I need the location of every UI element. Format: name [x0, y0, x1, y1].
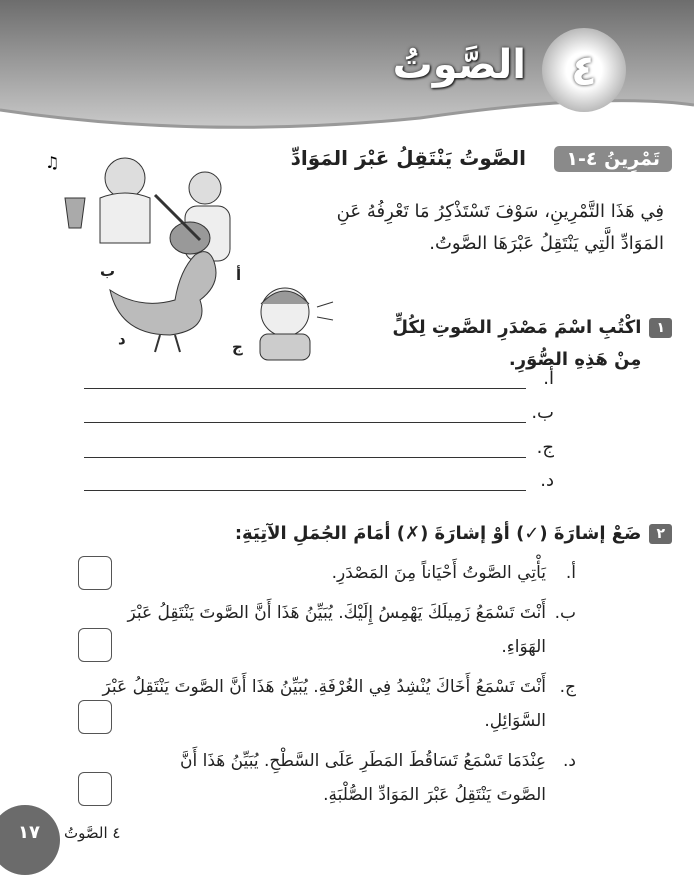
- answer-checkbox-b[interactable]: [78, 628, 112, 662]
- question-number: ١: [649, 318, 672, 338]
- girl-bell-icon: [45, 148, 155, 248]
- answer-checkbox-a[interactable]: [78, 556, 112, 590]
- answer-checkbox-d[interactable]: [78, 772, 112, 806]
- chapter-title: الصَّوتُ: [392, 42, 526, 88]
- answer-row-d[interactable]: [84, 470, 554, 491]
- statement-text: أَنْتَ تَسْمَعُ أَخَاكَ يُنْشِدُ فِي الغُرْفَةِ. يُبَيِّنُ هَذَا أَنَّ الصَّوتَ يَنْتَقِلُ عَبْرَ السَّوَائِلِ.: [102, 677, 546, 731]
- footer-chapter: ٤ الصَّوتُ: [64, 824, 121, 842]
- answer-line[interactable]: [84, 472, 526, 491]
- statement-a: [96, 556, 576, 590]
- exercise-title: الصَّوتُ يَنْتَقِلُ عَبْرَ المَوَادِّ: [290, 146, 526, 170]
- answer-row-b[interactable]: [84, 402, 554, 423]
- statement-text: أَنْتَ تَسْمَعُ زَمِيلَكَ يَهْمِسُ إِلَيْكَ. يُبَيِّنُ هَذَا أَنَّ الصَّوتَ يَنْتَقِلُ عَبْرَ الهَوَاءِ.: [127, 603, 546, 657]
- statement-d: [136, 744, 576, 812]
- page-number: ١٧: [18, 822, 40, 843]
- question-number: ٢: [649, 524, 672, 544]
- statement-label: أ.: [565, 563, 576, 583]
- answer-row-a[interactable]: [84, 368, 554, 389]
- exercise-badge: تَمْرِينُ ٤-١: [554, 146, 672, 172]
- answer-checkbox-c[interactable]: [78, 700, 112, 734]
- statement-b: [106, 596, 576, 664]
- statement-label: د.: [563, 751, 576, 771]
- shouting-child-icon: [235, 282, 345, 362]
- picture-label: أ: [236, 266, 242, 284]
- answer-line[interactable]: [84, 439, 526, 458]
- svg-text:♫: ♫: [45, 153, 60, 172]
- question-text: اكْتُبِ اسْمَ مَصْدَرِ الصَّوتِ لِكُلٍّ مِنْ هَذِهِ الصُّوَرِ.: [392, 317, 642, 370]
- picture-label: د: [118, 330, 126, 348]
- statement-text: يَأْتِي الصَّوتُ أَحْيَاناً مِنَ المَصْدَرِ.: [331, 563, 546, 583]
- chapter-number-swirl-icon: ٤: [542, 28, 626, 112]
- picture-label: ب: [100, 262, 116, 280]
- question-text: ضَعْ إشارَةَ (✓) أوْ إشارَةَ (✗) أمَامَ الجُمَلِ الآتِيَةِ:: [234, 523, 642, 544]
- answer-line[interactable]: [84, 370, 526, 389]
- answer-label: د.: [540, 470, 554, 491]
- question-1: [372, 312, 672, 376]
- statement-label: ب.: [554, 603, 576, 623]
- answer-label: أ.: [543, 368, 554, 389]
- answer-line[interactable]: [84, 404, 526, 423]
- answer-label: ج.: [536, 437, 554, 458]
- statement-c: [96, 670, 576, 738]
- exercise-intro: فِي هَذَا التَّمْرِينِ، سَوْفَ تَسْتَذْكِرُ مَا تَعْرِفُهُ عَنِ المَوَادِّ الَّتِي يَنْتَقِلُ عَبْرَهَا الصَّوتُ.: [336, 201, 664, 254]
- answer-label: ب.: [531, 402, 554, 423]
- statement-label: ج.: [559, 677, 576, 697]
- question-2: [172, 518, 672, 550]
- picture-label: ج: [232, 338, 243, 356]
- statement-text: عِنْدَمَا تَسْمَعُ تَسَاقُطَ المَطَرِ عَلَى السَّطْحِ. يُبَيِّنُ هَذَا أَنَّ الصَّوتَ يَنْتَقِلُ عَبْرَ المَوَادِّ الصُّلْبَةِ.: [180, 751, 546, 805]
- answer-row-c[interactable]: [84, 437, 554, 458]
- chapter-header: [0, 0, 694, 140]
